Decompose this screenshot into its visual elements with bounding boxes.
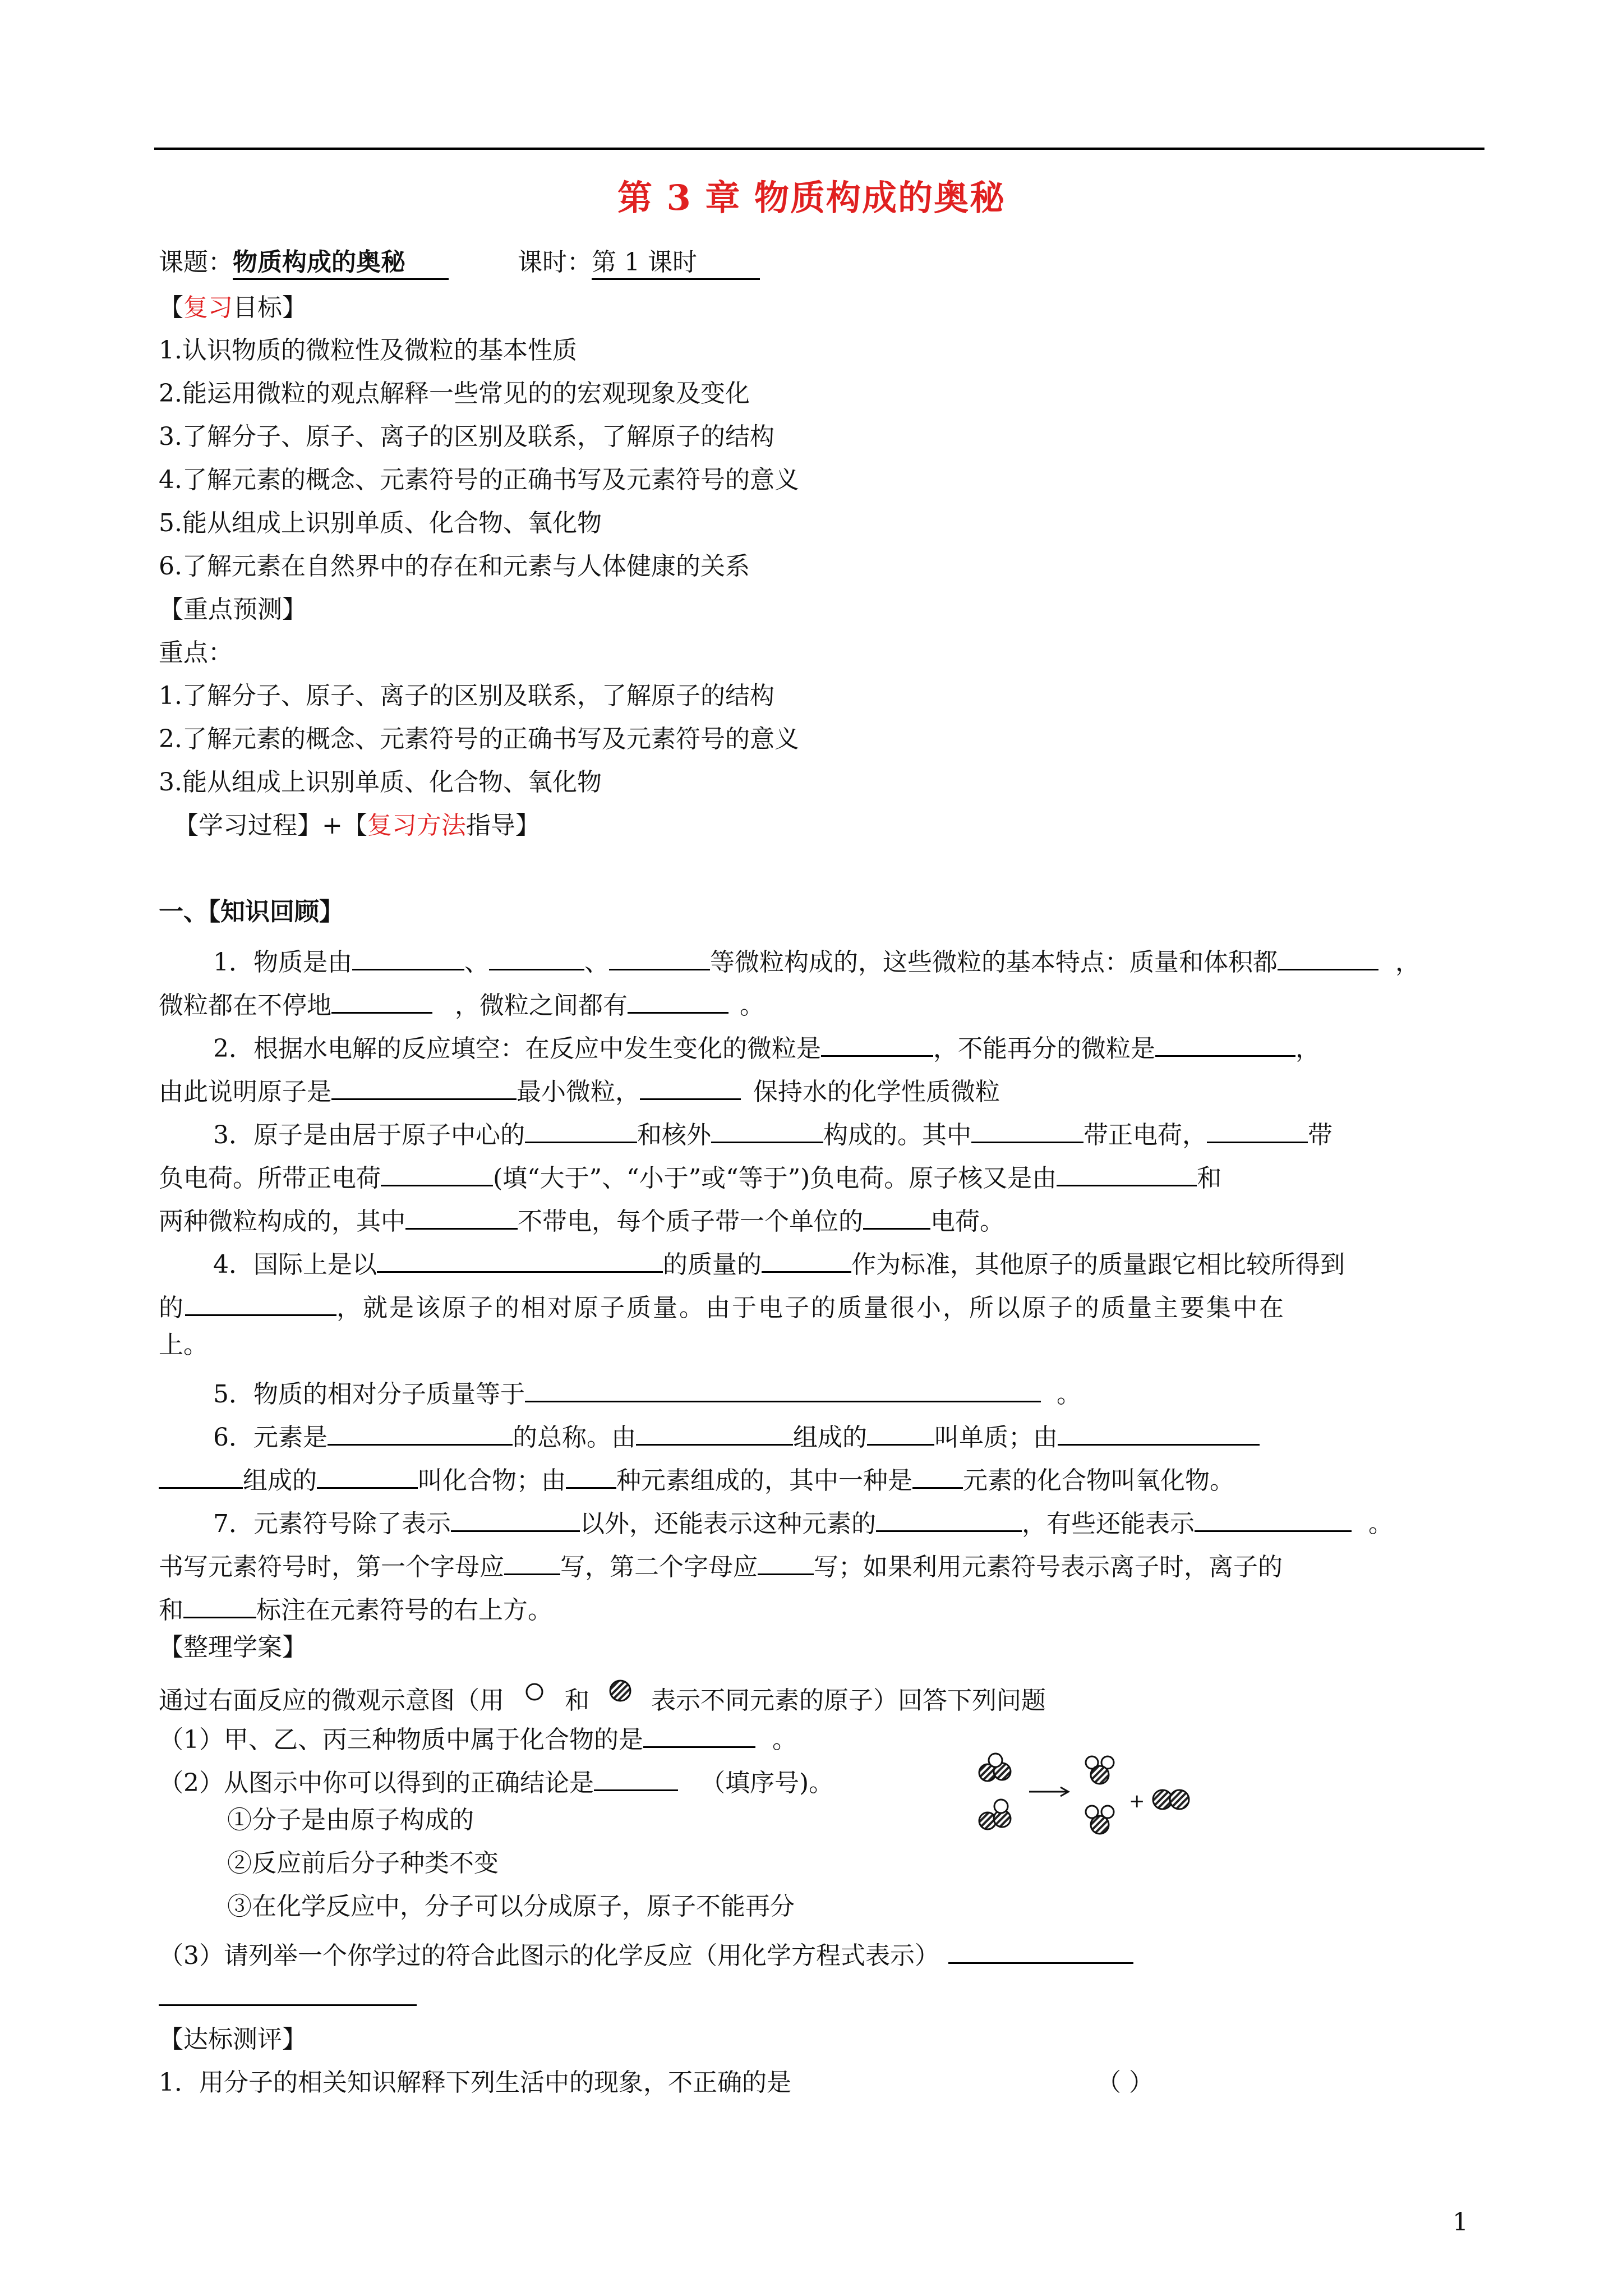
reaction-diagram [967,1743,1214,1856]
review-q7-line1: 7．元素符号除了表示 以外，还能表示这种元素的 ，有些还能表示 。 [213,1506,1393,1536]
topic-label: 课题： [159,248,233,277]
goal-item: 2.能运用微粒的观点解释一些常见的的宏观现象及变化 [159,379,750,408]
review-q1-line2: 微粒都在不停地 ，微粒之间都有 。 [159,987,764,1018]
review-q3-line1: 3．原子是由居于原子中心的 和核外 构成的。其中 带正电荷， 带 [213,1117,1332,1148]
review-q6-line2: 组成的 叫化合物；由 种元素组成的，其中一种是 元素的化合物叫氧化物。 [159,1462,1234,1493]
focus-item: 1.了解分子、原子、离子的区别及联系，了解原子的结构 [159,682,774,710]
period-value: 第 1 课时 [592,250,760,280]
test-heading: 【达标测评】 [159,2025,307,2054]
goal-item: 6.了解元素在自然界中的存在和元素与人体健康的关系 [159,552,750,581]
reactant-molecule-2 [979,1800,1011,1829]
case-intro: 通过右面反应的微观示意图（用 和 表示不同元素的原子）回答下列问题 [159,1678,1046,1713]
focus-item: 2.了解元素的概念、元素符号的正确书写及元素符号的意义 [159,725,799,753]
review-q6-line1: 6．元素是 的总称。由 组成的 叫单质；由 [213,1419,1260,1450]
product-molecule-2 [1086,1806,1114,1834]
topic-value: 物质构成的奥秘 [233,250,449,280]
review-q5-line: 5．物质的相对分子质量等于 。 [213,1376,1081,1407]
top-rule [154,148,1484,150]
topic-line [159,250,760,280]
review-q4-line1: 4．国际上是以 的质量的 作为标准，其他原子的质量跟它相比较所得到 [213,1246,1345,1277]
case-option-3: ③在化学反应中，分子可以分成原子，原子不能再分 [227,1892,795,1921]
goal-item: 1.认识物质的微粒性及微粒的基本性质 [159,336,577,365]
focus-heading: 【重点预测】 [159,595,307,624]
period-label: 课时： [518,248,592,277]
page-number: 1 [1453,2208,1468,2237]
focus-item: 3.能从组成上识别单质、化合物、氧化物 [159,768,602,797]
footnote-rule [159,2004,417,2006]
hatched-atom-icon [601,1678,640,1712]
review-q4-line2: 的 ，就是该原子的相对原子质量。由于电子的质量很小，所以原子的质量主要集中在 [159,1290,1285,1320]
white-atom-icon [518,1678,551,1712]
review-heading: 一、【知识回顾】 [159,898,344,926]
product-molecule-3 [1153,1790,1189,1809]
case-q1: （1）甲、乙、丙三种物质中属于化合物的是 。 [159,1722,797,1752]
review-q4-line3: 上。 [159,1331,208,1359]
review-q7-line2: 书写元素符号时，第一个字母应 写，第二个字母应 写；如果利用元素符号表示离子时，离子的 [159,1549,1283,1580]
case-q2: （2）从图示中你可以得到的正确结论是 （填序号)。 [159,1765,833,1796]
review-q7-line3: 和 标注在元素符号的右上方。 [159,1592,552,1623]
plus-sign: + [1129,1790,1145,1812]
review-q2-line1: 2．根据水电解的反应填空：在反应中发生变化的微粒是 ，不能再分的微粒是 ， [213,1030,1320,1061]
review-q3-line2: 负电荷。所带正电荷 (填“大于”、“小于”或“等于”)负电荷。原子核又是由 和 [159,1160,1221,1191]
case-q3: （3）请列举一个你学过的符合此图示的化学反应（用化学方程式表示） [159,1938,1133,1968]
test-q1: 1．用分子的相关知识解释下列生活中的现象，不正确的是 [159,2068,791,2097]
review-q2-line2: 由此说明原子是 最小微粒， 保持水的化学性质微粒 [159,1074,1000,1105]
goal-item: 4.了解元素的概念、元素符号的正确书写及元素符号的意义 [159,466,799,494]
product-molecule-1 [1086,1756,1114,1784]
case-option-1: ①分子是由原子构成的 [227,1806,474,1834]
page-title: 第 3 章 物质构成的奥秘 [617,177,1006,218]
goals-heading: 【复习目标】 [159,293,307,322]
reaction-arrow-icon [1029,1787,1068,1796]
goal-item: 5.能从组成上识别单质、化合物、氧化物 [159,509,602,537]
reactant-molecule-1 [979,1754,1011,1781]
test-q1-answer-paren: （ ） [1096,2068,1154,2097]
focus-label: 重点： [159,638,233,667]
review-q1-line1: 1．物质是由 、 、 等微粒构成的，这些微粒的基本特点：质量和体积都 ， [213,944,1420,975]
review-q3-line3: 两种微粒构成的，其中 不带电，每个质子带一个单位的 电荷。 [159,1203,1004,1234]
case-heading: 【整理学案】 [159,1633,307,1662]
goal-item: 3.了解分子、原子、离子的区别及联系，了解原子的结构 [159,422,774,451]
process-heading: 【学习过程】+【复习方法指导】 [174,811,540,840]
case-option-2: ②反应前后分子种类不变 [227,1849,499,1878]
